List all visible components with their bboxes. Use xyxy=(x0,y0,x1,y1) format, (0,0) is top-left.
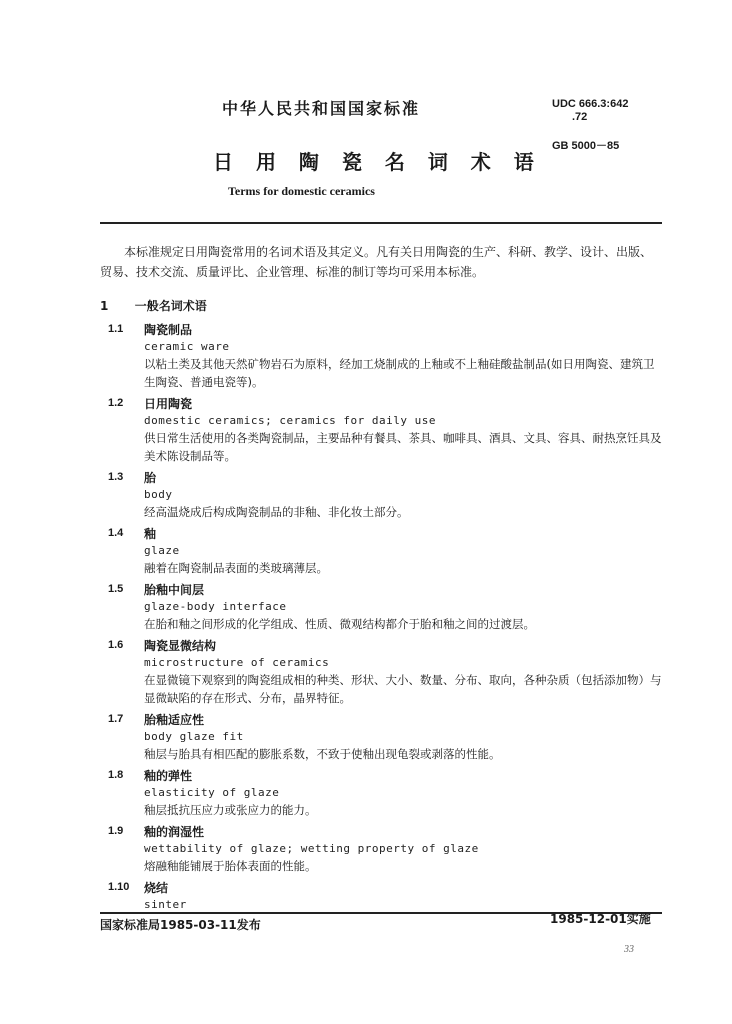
issued-date: 国家标准局1985-03-11发布 xyxy=(100,918,261,932)
effective-date: 1985-12-01实施 xyxy=(550,912,651,926)
term-definition: 熔融釉能铺展于胎体表面的性能。 xyxy=(144,859,317,873)
term-chinese: 胎釉中间层 xyxy=(144,582,205,597)
term-definition: 在显微镜下观察到的陶瓷组成相的种类、形状、大小、数量、分布、取向，各种杂质（包括添加物）与显微缺陷的存在形式、分布，晶界特征。 xyxy=(144,673,662,705)
term-number: 1.2 xyxy=(108,397,124,409)
term-chinese: 陶瓷制品 xyxy=(144,322,193,337)
udc-line-1: UDC 666.3:642 xyxy=(552,98,629,110)
term-entry xyxy=(100,580,662,633)
section-title: 一般名词术语 xyxy=(134,299,207,313)
udc-line-2: .72 xyxy=(572,111,588,123)
term-chinese: 烧结 xyxy=(144,880,169,895)
term-entry xyxy=(100,878,662,913)
term-chinese: 釉 xyxy=(144,526,157,541)
terms-list xyxy=(100,320,662,916)
term-number: 1.6 xyxy=(108,639,124,651)
term-english: ceramic ware xyxy=(144,340,230,353)
term-number: 1.4 xyxy=(108,527,124,539)
document-title-english: Terms for domestic ceramics xyxy=(228,184,375,198)
term-chinese: 胎 xyxy=(144,470,157,485)
term-definition: 釉层抵抗压应力或张应力的能力。 xyxy=(144,803,317,817)
section-number: 1 xyxy=(100,299,109,313)
term-number: 1.9 xyxy=(108,825,124,837)
header-divider xyxy=(100,222,662,224)
term-entry xyxy=(100,394,662,465)
intro-paragraph: 本标准规定日用陶瓷常用的名词术语及其定义。凡有关日用陶瓷的生产、科研、教学、设计、出版、贸易、技术交流、质量评比、企业管理、标准的制订等均可采用本标准。 xyxy=(100,245,653,279)
term-english: wettability of glaze; wetting property of glaze xyxy=(144,842,479,855)
term-entry xyxy=(100,468,662,521)
term-definition: 在胎和釉之间形成的化学组成、性质、微观结构都介于胎和釉之间的过渡层。 xyxy=(144,617,535,631)
document-title-chinese: 日 用 陶 瓷 名 词 术 语 xyxy=(213,150,542,174)
term-number: 1.7 xyxy=(108,713,124,725)
term-english: elasticity of glaze xyxy=(144,786,280,799)
term-english: body xyxy=(144,488,173,501)
term-entry xyxy=(100,524,662,577)
term-chinese: 釉的弹性 xyxy=(144,768,193,783)
term-definition: 经高温烧成后构成陶瓷制品的非釉、非化妆土部分。 xyxy=(144,505,409,519)
standard-type-heading: 中华人民共和国国家标准 xyxy=(222,99,421,118)
term-definition: 釉层与胎具有相匹配的膨胀系数，不致于使釉出现龟裂或剥落的性能。 xyxy=(144,747,501,761)
gb-number: GB 5000－85 xyxy=(552,140,620,152)
term-chinese: 胎釉适应性 xyxy=(144,712,205,727)
term-definition: 以粘土类及其他天然矿物岩石为原料，经加工烧制成的上釉或不上釉硅酸盐制品(如日用陶瓷、建筑卫生陶瓷、普通电瓷等)。 xyxy=(144,357,655,389)
section-heading xyxy=(100,297,207,314)
term-entry xyxy=(100,710,662,763)
term-definition: 融着在陶瓷制品表面的类玻璃薄层。 xyxy=(144,561,328,575)
term-entry xyxy=(100,766,662,819)
term-number: 1.3 xyxy=(108,471,124,483)
term-chinese: 日用陶瓷 xyxy=(144,396,193,411)
term-number: 1.5 xyxy=(108,583,124,595)
term-chinese: 陶瓷显微结构 xyxy=(144,638,217,653)
term-entry xyxy=(100,822,662,875)
term-english: glaze-body interface xyxy=(144,600,287,613)
term-number: 1.8 xyxy=(108,769,124,781)
term-entry xyxy=(100,320,662,391)
term-chinese: 釉的润湿性 xyxy=(144,824,205,839)
term-number: 1.1 xyxy=(108,323,124,335)
term-english: microstructure of ceramics xyxy=(144,656,330,669)
term-english: body glaze fit xyxy=(144,730,244,743)
term-number: 1.10 xyxy=(108,881,130,893)
term-english: domestic ceramics; ceramics for daily use xyxy=(144,414,437,427)
term-definition: 供日常生活使用的各类陶瓷制品，主要品种有餐具、茶具、咖啡具、酒具、文具、容具、耐热烹饪具及美术陈设制品等。 xyxy=(144,431,662,463)
udc-code xyxy=(552,98,628,124)
term-entry xyxy=(100,636,662,707)
page-number: 33 xyxy=(624,944,634,955)
term-english: glaze xyxy=(144,544,180,557)
term-english: sinter xyxy=(144,898,187,911)
